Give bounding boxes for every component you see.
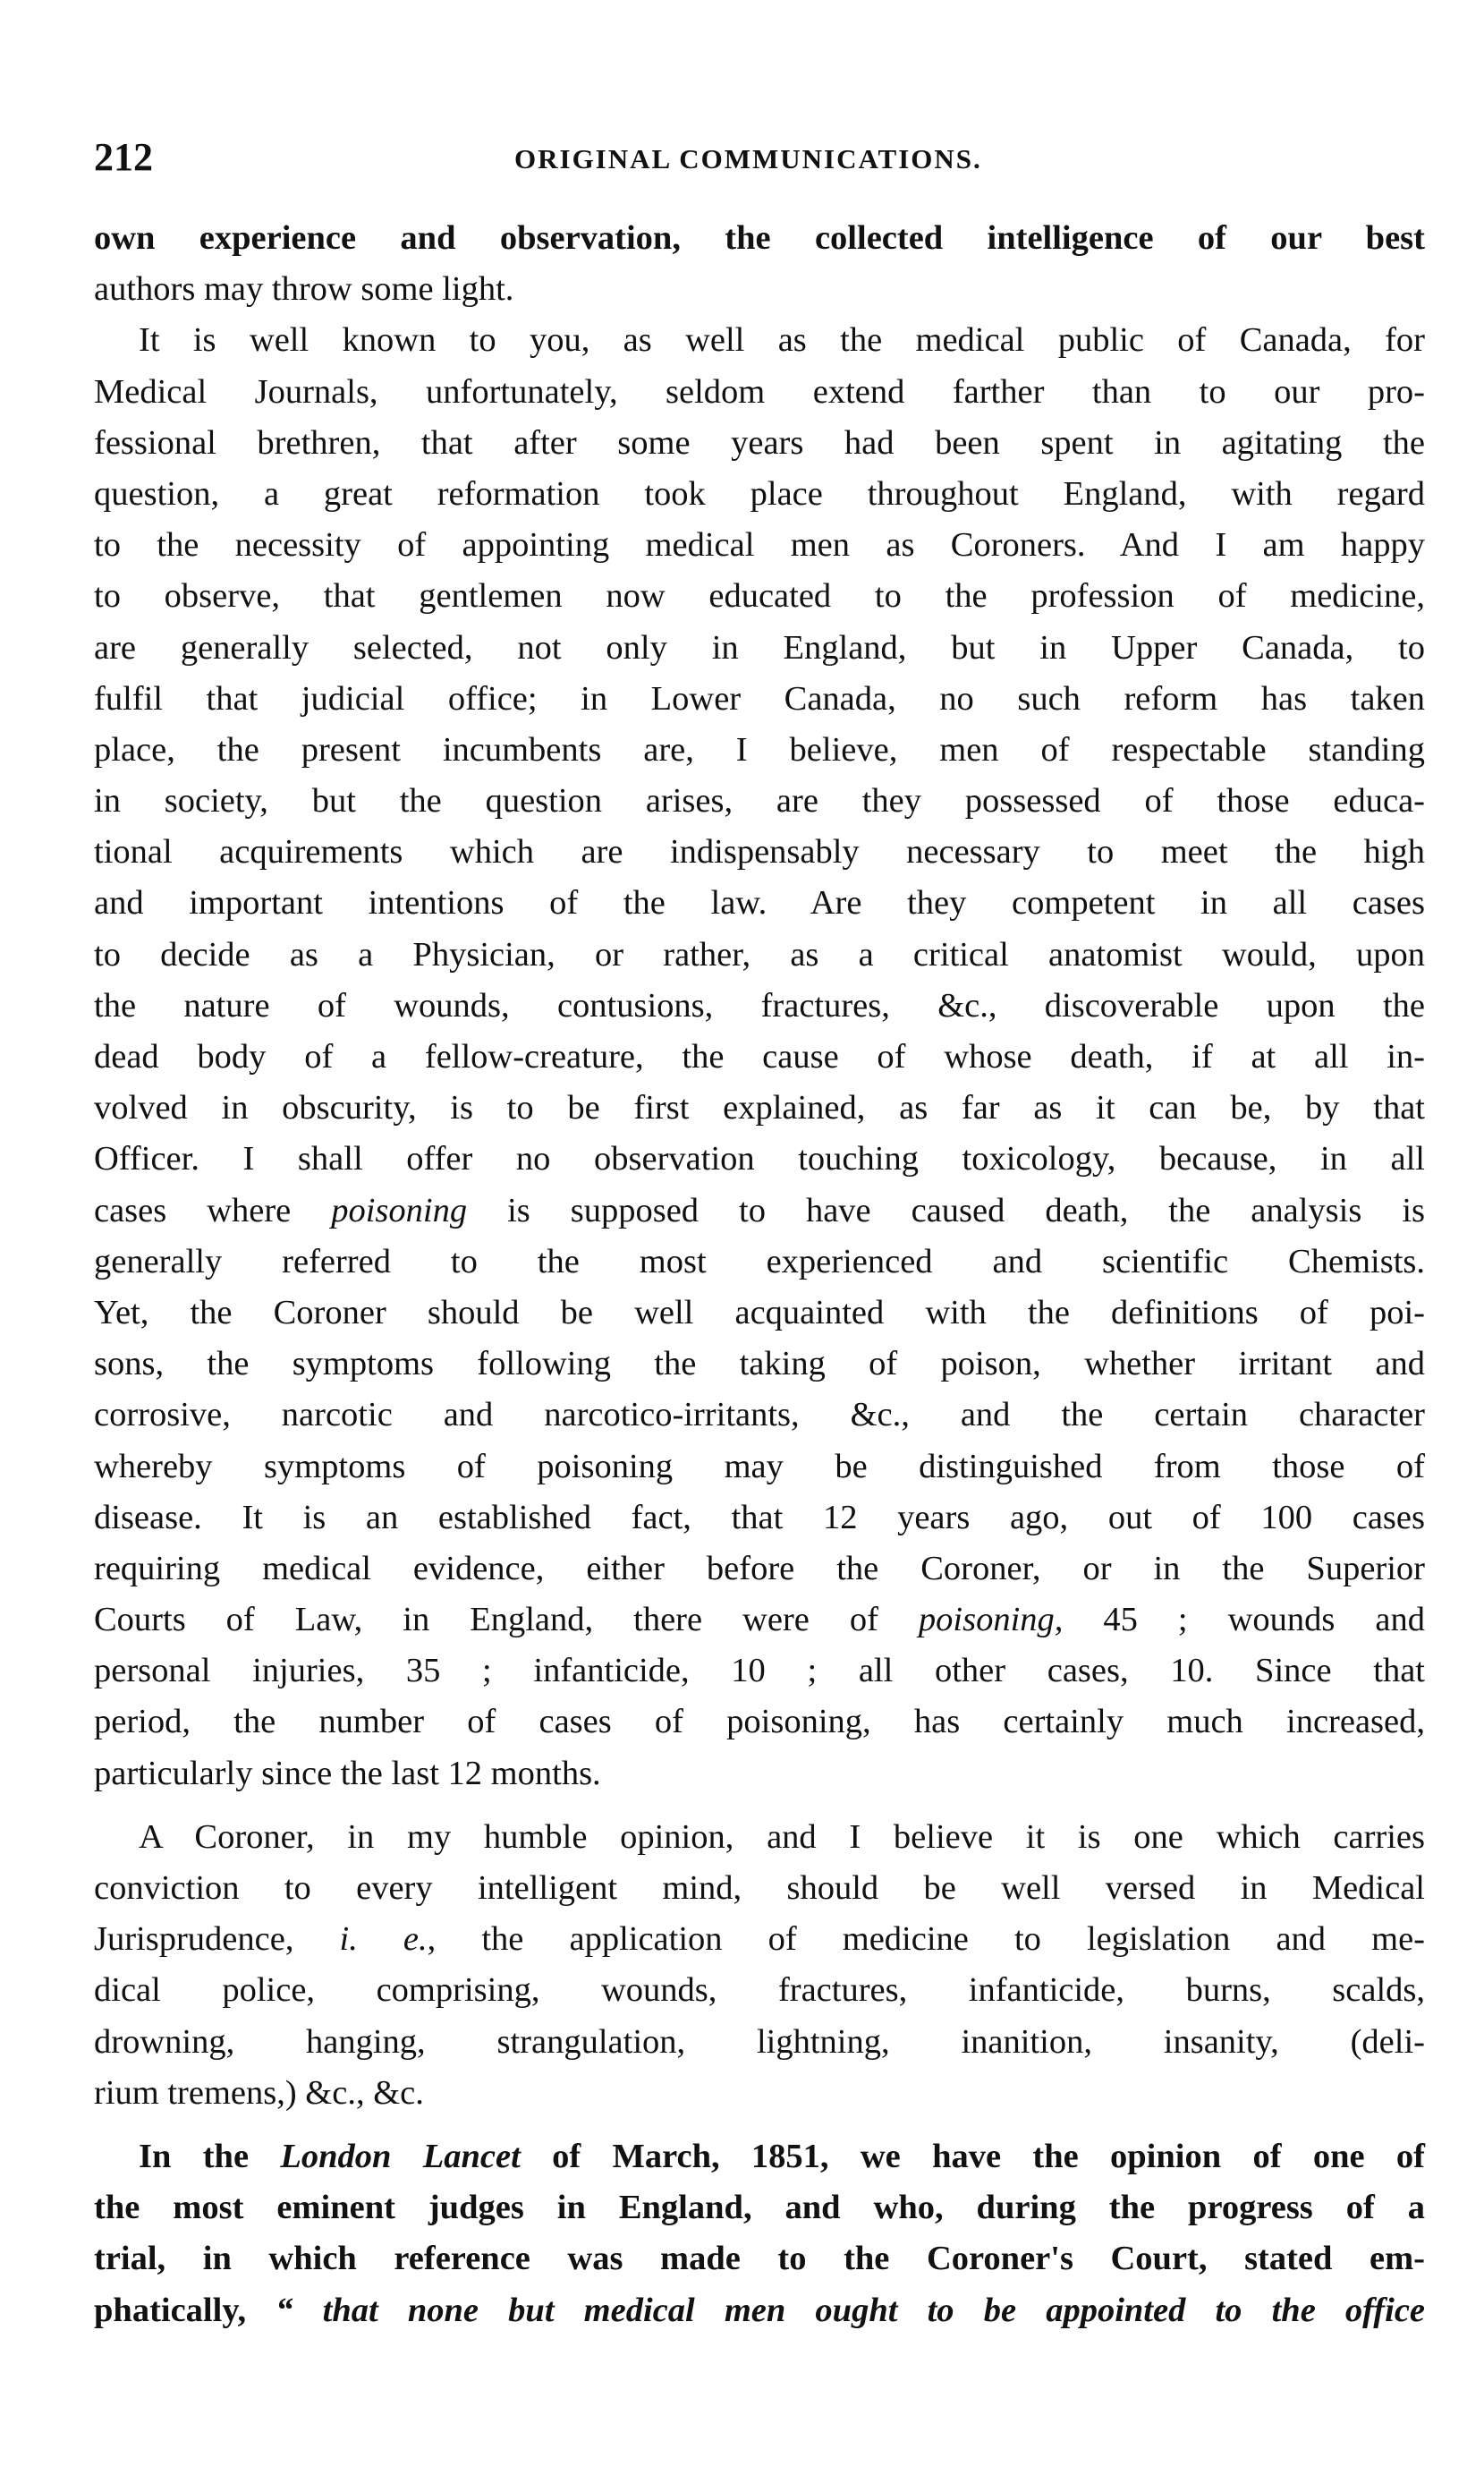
text-line: fessional brethren, that after some years had been spent in agitating the: [94, 423, 1425, 462]
text-line: the most eminent judges in England, and who, during the progress of a: [94, 2189, 1425, 2227]
text-line: period, the number of cases of poisoning, has certainly much increased,: [94, 1703, 1425, 1741]
page-number: 212: [94, 135, 153, 179]
text-line: [94, 1914, 1425, 1965]
text-run: of March, 1851, we have the opinion of one of: [520, 2137, 1425, 2175]
text-line: dead body of a fellow-creature, the cause of whose death, if at all in-: [94, 1038, 1425, 1076]
text-run: Courts of Law, in England, there were of: [94, 1601, 919, 1639]
italic-run: poisoning: [331, 1191, 468, 1229]
paragraph-4: [94, 2131, 1425, 2336]
text-line: drowning, hanging, strangulation, lightning, inanition, insanity, (deli-: [94, 2022, 1425, 2061]
text-run: In the: [139, 2137, 281, 2175]
text-line: disease. It is an established fact, that 12 years ago, out of 100 cases: [94, 1498, 1425, 1536]
text-line: are generally selected, not only in England, but in Upper Canada, to: [94, 628, 1425, 667]
italic-run: i. e.: [339, 1920, 428, 1959]
page-header: [94, 134, 1418, 188]
italic-run: “ that none but medical men ought to be appointed to the office: [276, 2291, 1425, 2329]
text-line: to decide as a Physician, or rather, as a critical anatomist would, upon: [94, 935, 1425, 974]
text-line: dical police, comprising, wounds, fractures, infanticide, burns, scalds,: [94, 1971, 1425, 2010]
paragraph-3: [94, 1812, 1425, 2119]
text-line: in society, but the question arises, are they possessed of those educa-: [94, 782, 1425, 821]
paragraph-1: [94, 213, 1425, 315]
text-line: to observe, that gentlemen now educated to the profession of medicine,: [94, 577, 1425, 616]
paragraph-gap: [94, 2119, 1425, 2131]
text-line: volved in obscurity, is to be first explained, as far as it can be, by that: [94, 1089, 1425, 1127]
text-line: and important intentions of the law. Are they competent in all cases: [94, 884, 1425, 923]
paragraph-2: [94, 315, 1425, 1799]
text-line: to the necessity of appointing medical men as Coroners. And I am happy: [94, 526, 1425, 565]
text-line: [94, 1186, 1425, 1237]
text-line: the nature of wounds, contusions, fractures, &c., discoverable upon the: [94, 986, 1425, 1025]
text-line: [94, 1595, 1425, 1646]
text-line: fulfil that judicial office; in Lower Canada, no such reform has taken: [94, 679, 1425, 718]
text-line: tional acquirements which are indispensably necessary to meet the high: [94, 833, 1425, 872]
text-line: sons, the symptoms following the taking of poison, whether irritant and: [94, 1345, 1425, 1383]
text-line: requiring medical evidence, either before the Coroner, or in the Superior: [94, 1549, 1425, 1587]
text-line: Officer. I shall offer no observation touching toxicology, because, in all: [94, 1140, 1425, 1178]
text-line: generally referred to the most experienced and scientific Chemists.: [94, 1242, 1425, 1280]
text-line: own experience and observation, the collected intelligence of our best: [94, 219, 1425, 257]
text-line: Yet, the Coroner should be well acquainted with the definitions of poi-: [94, 1293, 1425, 1331]
text-line: rium tremens,) &c., &c.: [94, 2073, 424, 2112]
text-run: phatically,: [94, 2291, 276, 2329]
text-line: authors may throw some light.: [94, 270, 514, 309]
text-run: 45 ; wounds and: [1063, 1601, 1425, 1639]
text-line: corrosive, narcotic and narcotico-irritants, &c., and the certain character: [94, 1396, 1425, 1434]
text-line: Medical Journals, unfortunately, seldom extend farther than to our pro-: [94, 372, 1425, 411]
text-run: , the application of medicine to legislation and me-: [427, 1920, 1425, 1959]
italic-run: poisoning,: [918, 1601, 1064, 1639]
text-line: place, the present incumbents are, I believe, men of respectable standing: [94, 730, 1425, 769]
text-line: whereby symptoms of poisoning may be distinguished from those of: [94, 1447, 1425, 1485]
text-line: question, a great reformation took place throughout England, with regard: [94, 474, 1425, 513]
paragraph-gap: [94, 1799, 1425, 1812]
text-run: Jurisprudence,: [94, 1920, 340, 1959]
text-line: conviction to every intelligent mind, should be well versed in Medical: [94, 1869, 1425, 1907]
text-line: It is well known to you, as well as the medical public of Canada, for: [139, 321, 1425, 360]
text-line: particularly since the last 12 months.: [94, 1754, 601, 1792]
text-line: A Coroner, in my humble opinion, and I believe it is one which carries: [139, 1817, 1425, 1856]
body-text: [94, 213, 1425, 2336]
text-line: trial, in which reference was made to the Coroner's Court, stated em-: [94, 2240, 1425, 2278]
text-line: [94, 2131, 1425, 2182]
text-line: personal injuries, 35 ; infanticide, 10 ; all other cases, 10. Since that: [94, 1652, 1425, 1690]
text-line: [94, 2285, 1425, 2336]
italic-run: London Lancet: [280, 2137, 521, 2175]
text-run: is supposed to have caused death, the analysis is: [467, 1191, 1425, 1229]
running-head: ORIGINAL COMMUNICATIONS.: [514, 143, 982, 174]
text-run: cases where: [94, 1191, 332, 1229]
